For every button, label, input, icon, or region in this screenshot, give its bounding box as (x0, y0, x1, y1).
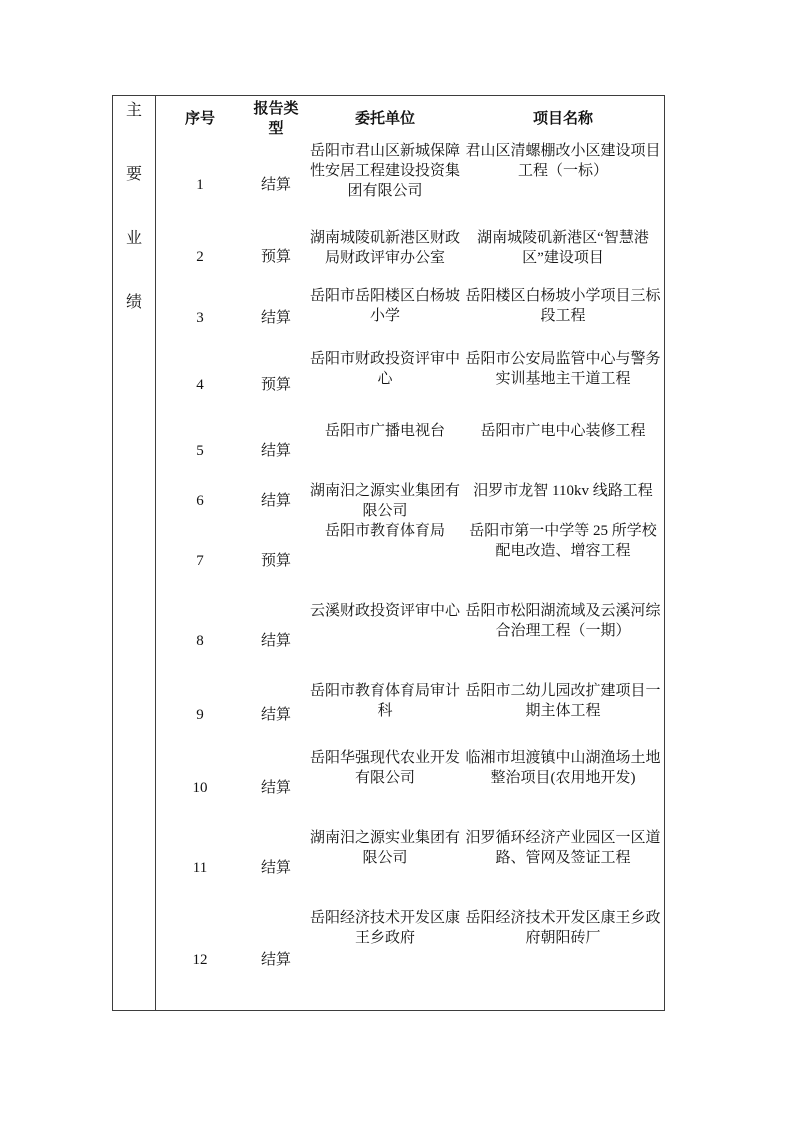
serial-cell: 5 (196, 443, 204, 459)
client-cell: 湖南汨之源实业集团有限公司 (309, 483, 460, 519)
column-header-project: 项目名称 (532, 110, 593, 127)
project-cell: 君山区清螺棚改小区建设项目工程（一标） (465, 143, 661, 179)
report-type-cell: 结算 (260, 493, 291, 509)
column-header-report-type (244, 96, 308, 141)
project-cell: 岳阳市公安局监管中心与警务实训基地主干道工程 (465, 351, 661, 387)
serial-cell: 6 (196, 493, 204, 509)
client-cell: 岳阳市教育体育局 (324, 523, 445, 539)
side-label-char: 业 (125, 230, 142, 247)
project-cell: 岳阳市第一中学等 25 所学校配电改造、增容工程 (469, 523, 657, 559)
table-row (156, 349, 664, 421)
report-type-cell: 结算 (260, 176, 291, 193)
serial-cell: 10 (192, 780, 208, 796)
client-cell: 云溪财政投资评审中心 (309, 603, 460, 619)
project-cell: 汨罗市龙智 110kv 线路工程 (473, 483, 653, 499)
report-type-cell: 结算 (260, 780, 291, 796)
table-row (156, 681, 664, 748)
project-cell: 岳阳经济技术开发区康王乡政府朝阳砖厂 (465, 910, 661, 946)
table-row (156, 421, 664, 481)
table-row (156, 228, 664, 286)
column-header-client: 委托单位 (354, 110, 415, 127)
project-cell: 岳阳市广电中心装修工程 (480, 423, 646, 439)
serial-cell: 8 (196, 633, 204, 649)
serial-cell: 12 (192, 952, 208, 968)
table-row (156, 141, 664, 228)
table-row (156, 481, 664, 521)
report-type-cell: 结算 (260, 952, 291, 968)
project-cell: 岳阳市松阳湖流域及云溪河综合治理工程（一期） (465, 603, 661, 639)
table-row (156, 601, 664, 681)
serial-cell: 11 (192, 860, 208, 876)
project-cell: 临湘市坦渡镇中山湖渔场土地整治项目(农用地开发) (465, 750, 661, 786)
client-cell: 岳阳市广播电视台 (324, 423, 445, 439)
side-label-char: 主 (125, 102, 142, 119)
report-type-cell: 预算 (260, 249, 291, 265)
client-cell: 岳阳市君山区新城保障性安居工程建设投资集团有限公司 (309, 143, 460, 199)
serial-cell: 9 (196, 706, 204, 723)
side-label-char: 绩 (125, 294, 142, 311)
client-cell: 湖南城陵矶新港区财政局财政评审办公室 (309, 230, 460, 266)
projects-table (156, 96, 664, 1012)
project-cell: 汨罗循环经济产业园区一区道路、管网及签证工程 (465, 830, 661, 866)
client-cell: 岳阳市教育体育局审计科 (309, 683, 460, 719)
serial-cell: 7 (196, 553, 204, 569)
table-header-row (156, 96, 664, 141)
client-cell: 湖南汨之源实业集团有限公司 (309, 830, 460, 866)
row-header-main-achievements (113, 96, 156, 1010)
report-type-cell: 预算 (260, 553, 291, 569)
table-row (156, 286, 664, 349)
serial-cell: 1 (196, 176, 204, 193)
client-cell: 岳阳市财政投资评审中心 (309, 351, 460, 387)
client-cell: 岳阳经济技术开发区康王乡政府 (309, 910, 460, 946)
serial-cell: 3 (196, 309, 204, 326)
performance-table (112, 95, 665, 1011)
column-header-report-type-label: 报告类型 (253, 100, 299, 137)
project-cell: 湖南城陵矶新港区“智慧港区”建设项目 (477, 230, 649, 266)
project-cell: 岳阳楼区白杨坡小学项目三标段工程 (465, 288, 661, 324)
report-type-cell: 结算 (260, 443, 291, 459)
report-type-cell: 结算 (260, 309, 291, 326)
report-type-cell: 结算 (260, 706, 291, 723)
table-row (156, 521, 664, 601)
column-header-serial: 序号 (184, 110, 215, 127)
table-content (156, 96, 664, 1010)
report-type-cell: 结算 (260, 633, 291, 649)
report-type-cell: 结算 (260, 860, 291, 876)
table-row (156, 908, 664, 1012)
table-row (156, 748, 664, 828)
table-row (156, 828, 664, 908)
client-cell: 岳阳华强现代农业开发有限公司 (309, 750, 460, 786)
report-type-cell: 预算 (260, 377, 291, 393)
serial-cell: 4 (196, 377, 204, 393)
project-cell: 岳阳市二幼儿园改扩建项目一期主体工程 (465, 683, 661, 719)
client-cell: 岳阳市岳阳楼区白杨坡小学 (309, 288, 460, 324)
serial-cell: 2 (196, 249, 204, 265)
side-label-char: 要 (125, 166, 142, 183)
